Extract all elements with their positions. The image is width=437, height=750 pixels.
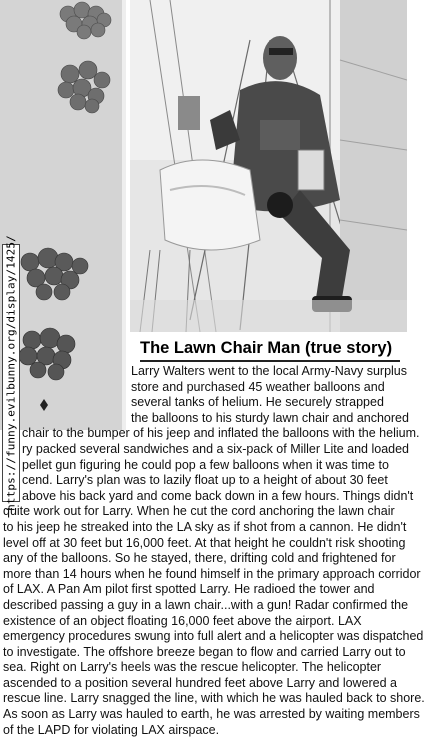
story-line: of the LAPD for violating LAX airspace. bbox=[3, 722, 220, 737]
story-line: cend. Larry's plan was to lazily float up to a height of about 30 feet bbox=[22, 473, 388, 488]
story-line: existence of an object floating 16,000 feet above the airport. LAX bbox=[3, 613, 362, 628]
story-line: store and purchased 45 weather balloons and bbox=[131, 379, 385, 394]
story-line: to investigate. The offshore breeze began to flow and carried Larry out to bbox=[3, 644, 406, 659]
story-line: any of the balloons. So he stayed, there, drifting cold and frightened for bbox=[3, 551, 396, 566]
story-line: emergency procedures swung into full alert and a helicopter was dispatched bbox=[3, 629, 424, 644]
story-line: chair to the bumper of his jeep and inflated the balloons with the helium. bbox=[22, 426, 420, 441]
story-line: quite work out for Larry. When he cut the cord anchoring the lawn chair bbox=[3, 504, 395, 519]
story-line: level off at 30 feet but 16,000 feet. At that height he couldn't risk shooting bbox=[3, 535, 406, 550]
story-line: the balloons to his sturdy lawn chair and anchored bbox=[131, 410, 409, 425]
story-line: of LAX. A Pan Am pilot first spotted Larry. He radioed the tower and bbox=[3, 582, 375, 597]
story-body bbox=[0, 364, 437, 738]
story-line: more than 14 hours when he found himself in the primary approach corridor bbox=[3, 566, 421, 581]
story-line: to his jeep he streaked into the LA sky as if shot from a cannon. He didn't bbox=[3, 519, 407, 534]
story-line: described passing a guy in a lawn chair...with a gun! Radar confirmed the bbox=[3, 597, 409, 612]
story-line: several tanks of helium. He securely strapped bbox=[131, 395, 384, 410]
story-line: sea. Right on Larry's heels was the rescue helicopter. The helicopter bbox=[3, 660, 382, 675]
story-line: Larry Walters went to the local Army-Navy surplus bbox=[131, 364, 408, 378]
watermark-url: https://funny.evilbunny.org/display/1425/ bbox=[4, 235, 18, 511]
lawn-chair-photo bbox=[130, 0, 407, 332]
story-line: rescue line. Larry snagged the line, with which he was hauled back to shore. bbox=[3, 691, 425, 706]
story-line: above his back yard and come back down in a few hours. Things didn't bbox=[22, 488, 414, 503]
story-line: ascended to a position several hundred feet above Larry and lowered a bbox=[3, 675, 398, 690]
story-line: ry packed several sandwiches and a six-pack of Miller Lite and loaded bbox=[22, 441, 410, 456]
story-line: As soon as Larry was hauled to earth, he was arrested by waiting members bbox=[3, 707, 420, 722]
story-line: pellet gun figuring he could pop a few balloons when it was time to bbox=[22, 457, 389, 472]
page-title: The Lawn Chair Man (true story) bbox=[140, 334, 400, 362]
